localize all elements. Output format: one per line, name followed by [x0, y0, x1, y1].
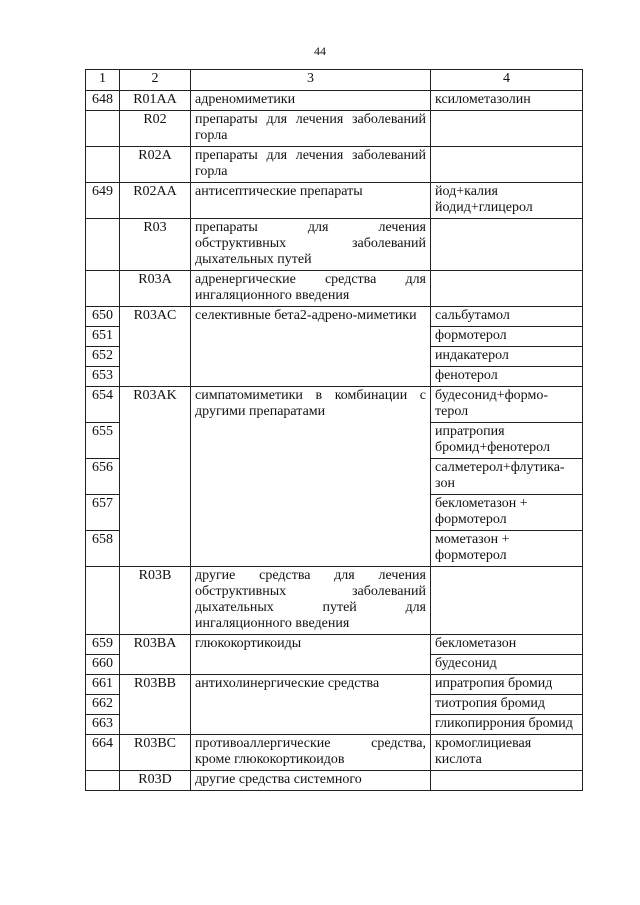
- drug-name: будесонид+формо-терол: [431, 387, 583, 423]
- row-number: [86, 567, 120, 635]
- atc-code: R03: [120, 219, 191, 271]
- group-description: селективные бета2-адрено-миметики: [191, 307, 431, 387]
- row-number: 653: [86, 367, 120, 387]
- row-number: [86, 771, 120, 791]
- row-number: 663: [86, 715, 120, 735]
- atc-code: R03BC: [120, 735, 191, 771]
- drug-name: [431, 771, 583, 791]
- drug-name: гликопиррония бромид: [431, 715, 583, 735]
- table-row: [86, 635, 583, 655]
- group-description: другие средства для лечения обструктивных заболеваний дыхательных путей для ингаляционного введения: [191, 567, 431, 635]
- table-row: [86, 111, 583, 147]
- table-row: [86, 567, 583, 635]
- group-description: адренергические средства для ингаляционного введения: [191, 271, 431, 307]
- header-row: [86, 70, 583, 91]
- drug-classification-table: [85, 69, 583, 791]
- row-number: 655: [86, 423, 120, 459]
- column-header-3: 3: [191, 70, 431, 91]
- atc-code: R03B: [120, 567, 191, 635]
- drug-name: [431, 111, 583, 147]
- atc-code: R03BA: [120, 635, 191, 675]
- table-row: [86, 271, 583, 307]
- drug-name: будесонид: [431, 655, 583, 675]
- atc-code: R03AC: [120, 307, 191, 387]
- row-number: 664: [86, 735, 120, 771]
- table-row: [86, 735, 583, 771]
- drug-name: [431, 567, 583, 635]
- row-number: 649: [86, 183, 120, 219]
- row-number: [86, 147, 120, 183]
- row-number: 657: [86, 495, 120, 531]
- column-header-2: 2: [120, 70, 191, 91]
- group-description: препараты для лечения заболеваний горла: [191, 111, 431, 147]
- drug-name: ксилометазолин: [431, 91, 583, 111]
- row-number: 654: [86, 387, 120, 423]
- table-row: [86, 771, 583, 791]
- atc-code: R03BB: [120, 675, 191, 735]
- row-number: 659: [86, 635, 120, 655]
- drug-name: сальбутамол: [431, 307, 583, 327]
- column-header-1: 1: [86, 70, 120, 91]
- row-number: [86, 219, 120, 271]
- drug-name: йод+калия йодид+глицерол: [431, 183, 583, 219]
- table-row: [86, 307, 583, 327]
- column-header-4: 4: [431, 70, 583, 91]
- row-number: 660: [86, 655, 120, 675]
- row-number: 656: [86, 459, 120, 495]
- row-number: 652: [86, 347, 120, 367]
- drug-name: [431, 271, 583, 307]
- table-row: [86, 183, 583, 219]
- drug-name: мометазон + формотерол: [431, 531, 583, 567]
- table-row: [86, 675, 583, 695]
- table-row: [86, 387, 583, 423]
- group-description: симпатомиметики в комбинации с другими препаратами: [191, 387, 431, 567]
- atc-code: R02AA: [120, 183, 191, 219]
- drug-name: ипратропия бромид+фенотерол: [431, 423, 583, 459]
- row-number: 658: [86, 531, 120, 567]
- atc-code: R03A: [120, 271, 191, 307]
- atc-code: R02A: [120, 147, 191, 183]
- page-number: 44: [314, 44, 326, 58]
- row-number: 661: [86, 675, 120, 695]
- row-number: 650: [86, 307, 120, 327]
- drug-name: кромоглициевая кислота: [431, 735, 583, 771]
- drug-name: беклометазон + формотерол: [431, 495, 583, 531]
- drug-name: [431, 147, 583, 183]
- table-row: [86, 219, 583, 271]
- row-number: [86, 271, 120, 307]
- table-row: [86, 147, 583, 183]
- drug-name: беклометазон: [431, 635, 583, 655]
- atc-code: R03D: [120, 771, 191, 791]
- atc-code: R03AK: [120, 387, 191, 567]
- drug-name: фенотерол: [431, 367, 583, 387]
- row-number: 651: [86, 327, 120, 347]
- drug-name: ипратропия бромид: [431, 675, 583, 695]
- group-description: глюкокортикоиды: [191, 635, 431, 675]
- row-number: 662: [86, 695, 120, 715]
- atc-code: R01AA: [120, 91, 191, 111]
- group-description: противоаллергические средства, кроме глюкокортикоидов: [191, 735, 431, 771]
- group-description: препараты для лечения обструктивных заболеваний дыхательных путей: [191, 219, 431, 271]
- drug-name: формотерол: [431, 327, 583, 347]
- group-description: препараты для лечения заболеваний горла: [191, 147, 431, 183]
- drug-name: тиотропия бромид: [431, 695, 583, 715]
- drug-name: салметерол+флутика-зон: [431, 459, 583, 495]
- group-description: адреномиметики: [191, 91, 431, 111]
- group-description: антисептические препараты: [191, 183, 431, 219]
- row-number: [86, 111, 120, 147]
- group-description: другие средства системного: [191, 771, 431, 791]
- drug-name: индакатерол: [431, 347, 583, 367]
- row-number: 648: [86, 91, 120, 111]
- drug-name: [431, 219, 583, 271]
- group-description: антихолинергические средства: [191, 675, 431, 735]
- atc-code: R02: [120, 111, 191, 147]
- table-row: [86, 91, 583, 111]
